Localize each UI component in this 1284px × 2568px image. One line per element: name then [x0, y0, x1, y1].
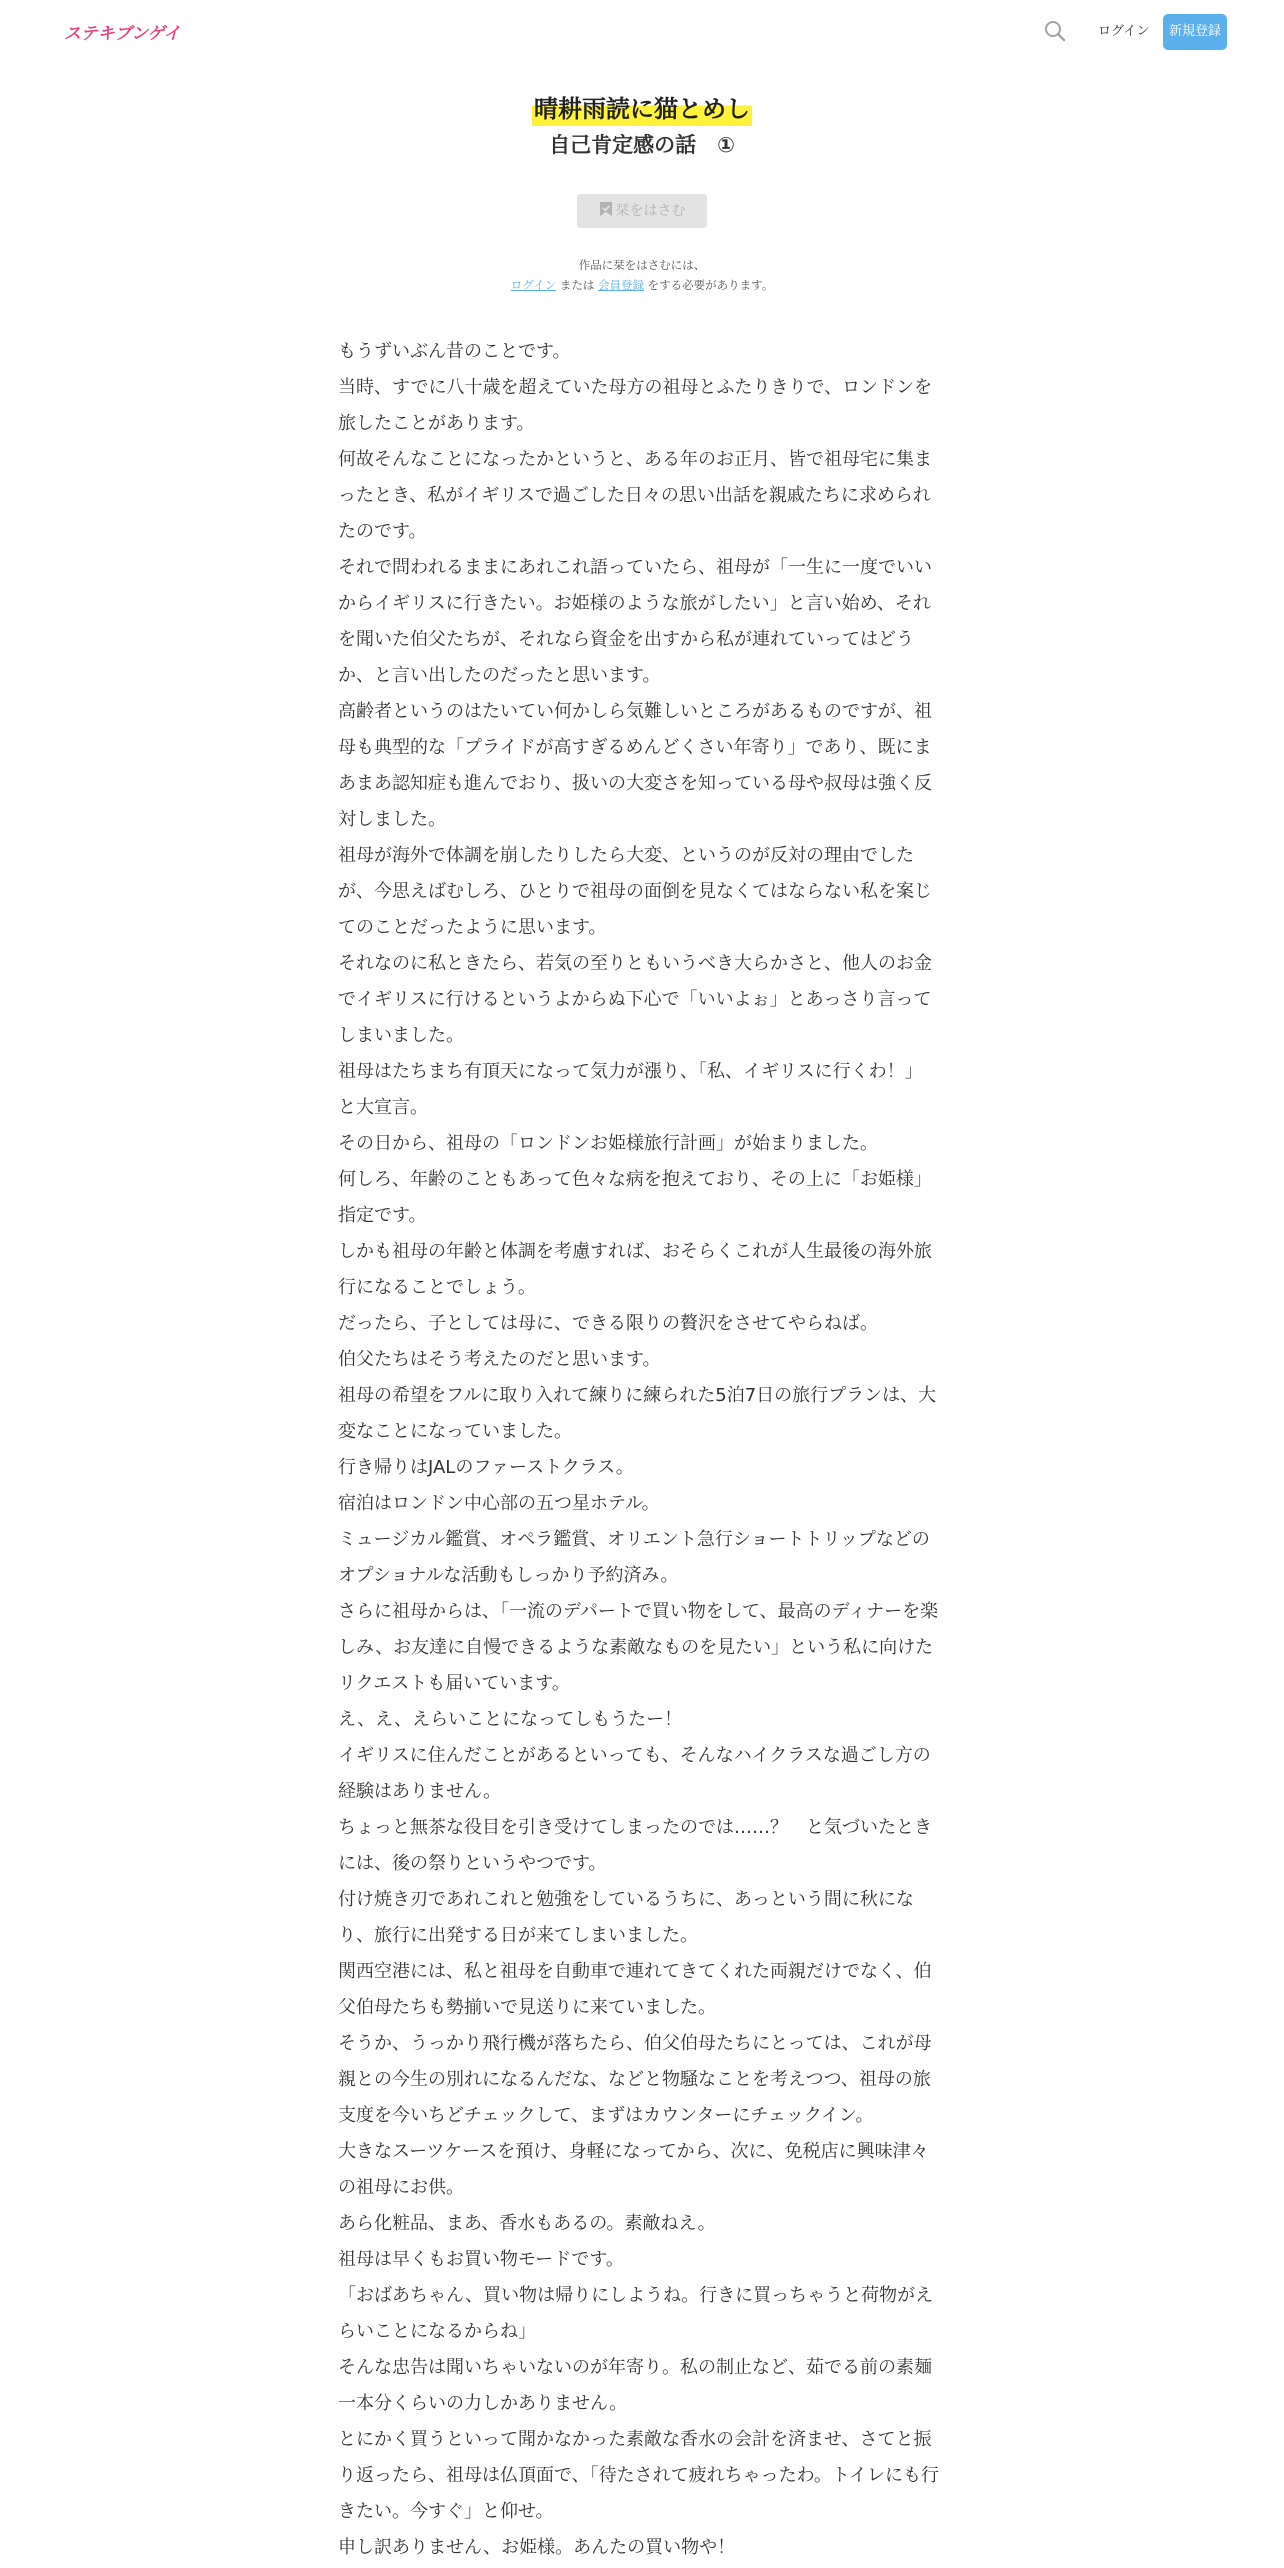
body-paragraph: 祖母は早くもお買い物モードです。: [338, 2249, 624, 2270]
body-paragraph: 何しろ、年齢のこともあって色々な病を抱えており、その上に「お姫様」指定です。: [338, 1169, 932, 1226]
body-paragraph: 大きなスーツケースを預け、身軽になってから、次に、免税店に興味津々の祖母にお供。: [338, 2141, 929, 2198]
bookmark-button-label: 栞をはさむ: [615, 203, 686, 219]
body-paragraph: とにかく買うといって聞かなかった素敵な香水の会計を済ませ、さてと振り返ったら、祖母は仏頂面で、「待たされて疲れちゃったわ。トイレにも行きたい。今すぐ」と仰せ。: [338, 2429, 940, 2522]
body-paragraph: 祖母が海外で体調を崩したりしたら大変、というのが反対の理由でしたが、今思えばむしろ、ひとりで祖母の面倒を見なくてはならない私を案じてのことだったように思います。: [338, 845, 932, 938]
body-paragraph: 宿泊はロンドン中心部の五つ星ホテル。: [338, 1493, 660, 1514]
body-paragraph: 「おばあちゃん、買い物は帰りにしようね。行きに買っちゃうと荷物がえらいことになるからね」: [338, 2285, 934, 2342]
body-paragraph: その日から、祖母の「ロンドンお姫様旅行計画」が始まりました。: [338, 1133, 878, 1154]
body-paragraph: そうか、うっかり飛行機が落ちたら、伯父伯母たちにとっては、これが母親との今生の別れになるんだな、などと物騒なことを考えつつ、祖母の旅支度を今いちどチェックして、まずはカウンターにチェックイン。: [338, 2033, 932, 2126]
body-paragraph: ちょっと無茶な役目を引き受けてしまったのでは……？ と気づいたときには、後の祭りというやつです。: [338, 1817, 932, 1874]
body-paragraph: だったら、子としては母に、できる限りの贅沢をさせてやらねば。: [338, 1313, 878, 1334]
bookmark-icon: [599, 201, 613, 217]
body-paragraph: そんな忠告は聞いちゃいないのが年寄り。私の制止など、茹でる前の素麺一本分くらいの力しかありません。: [338, 2357, 932, 2414]
note-login-link[interactable]: ログイン: [510, 278, 557, 292]
note-tail-text: をする必要があります。: [647, 278, 774, 292]
body-paragraph: 付け焼き刃であれこれと勉強をしているうちに、あっという間に秋になり、旅行に出発する日が来てしまいました。: [338, 1889, 914, 1946]
bookmark-note-line2: [0, 275, 1284, 295]
header-login-link[interactable]: ログイン: [1098, 24, 1150, 39]
bookmark-button[interactable]: [577, 194, 707, 228]
bookmark-note-line1: 作品に栞をはさむには、: [578, 258, 706, 272]
body-paragraph: あら化粧品、まあ、香水もあるの。素敵ねえ。: [338, 2213, 716, 2234]
body-paragraph: 高齢者というのはたいてい何かしら気難しいところがあるものですが、祖母も典型的な「プライドが高すぎるめんどくさい年寄り」であり、既にまあまあ認知症も進んでおり、扱いの大変さを知っている母や叔母は強く反対しました。: [338, 701, 932, 830]
body-paragraph: 何故そんなことになったかというと、ある年のお正月、皆で祖母宅に集まったとき、私がイギリスで過ごした日々の思い出話を親戚たちに求められたのです。: [338, 449, 932, 542]
work-title: [0, 87, 1284, 126]
svg-text:ステキブンゲイ: ステキブンゲイ: [64, 24, 181, 44]
episode-body: [338, 334, 940, 2566]
body-paragraph: イギリスに住んだことがあるといっても、そんなハイクラスな過ごし方の経験はありません。: [338, 1745, 931, 1802]
body-paragraph: ミュージカル鑑賞、オペラ鑑賞、オリエント急行ショートトリップなどのオプショナルな活動もしっかり予約済み。: [338, 1529, 930, 1586]
body-paragraph: 当時、すでに八十歳を超えていた母方の祖母とふたりきりで、ロンドンを旅したことがあります。: [338, 377, 933, 434]
site-header: [0, 0, 1284, 64]
body-paragraph: 関西空港には、私と祖母を自動車で連れてきてくれた両親だけでなく、伯父伯母たちも勢揃いで見送りに来ていました。: [338, 1961, 932, 2018]
body-paragraph: 祖母はたちまち有頂天になって気力が漲り、「私、イギリスに行くわ！」と大宣言。: [338, 1061, 923, 1118]
site-logo[interactable]: [64, 18, 181, 46]
note-register-link[interactable]: 会員登録: [598, 278, 644, 292]
body-paragraph: さらに祖母からは、「一流のデパートで買い物をして、最高のディナーを楽しみ、お友達に自慢できるような素敵なものを見たい」という私に向けたリクエストも届いています。: [338, 1601, 939, 1694]
body-paragraph: それで問われるままにあれこれ語っていたら、祖母が「一生に一度でいいからイギリスに行きたい。お姫様のような旅がしたい」と言い始め、それを聞いた伯父たちが、それなら資金を出すから私が連れていってはどうか、と言い出したのだったと思います。: [338, 557, 932, 686]
note-or-text: または: [559, 278, 595, 292]
header-signup-button[interactable]: 新規登録: [1163, 14, 1227, 50]
body-paragraph: 申し訳ありません、お姫様。あんたの買い物や！: [338, 2537, 736, 2558]
body-paragraph: しかも祖母の年齢と体調を考慮すれば、おそらくこれが人生最後の海外旅行になることでしょう。: [338, 1241, 932, 1298]
bookmark-note: [0, 255, 1284, 295]
body-paragraph: 伯父たちはそう考えたのだと思います。: [338, 1349, 661, 1370]
body-paragraph: え、え、えらいことになってしもうたー！: [338, 1709, 683, 1730]
search-icon[interactable]: [1042, 18, 1068, 44]
body-paragraph: 祖母の希望をフルに取り入れて練りに練られた5泊7日の旅行プランは、大変なことになっていました。: [338, 1385, 937, 1442]
body-paragraph: もうずいぶん昔のことです。: [338, 341, 571, 362]
work-title-text[interactable]: 晴耕雨読に猫とめし: [532, 92, 752, 126]
episode-title: 自己肯定感の話 ①: [549, 133, 735, 157]
body-paragraph: それなのに私ときたら、若気の至りともいうべき大らかさと、他人のお金でイギリスに行けるというよからぬ下心で「いいよぉ」とあっさり言ってしまいました。: [338, 953, 932, 1046]
body-paragraph: 行き帰りはJALのファーストクラス。: [338, 1457, 634, 1478]
